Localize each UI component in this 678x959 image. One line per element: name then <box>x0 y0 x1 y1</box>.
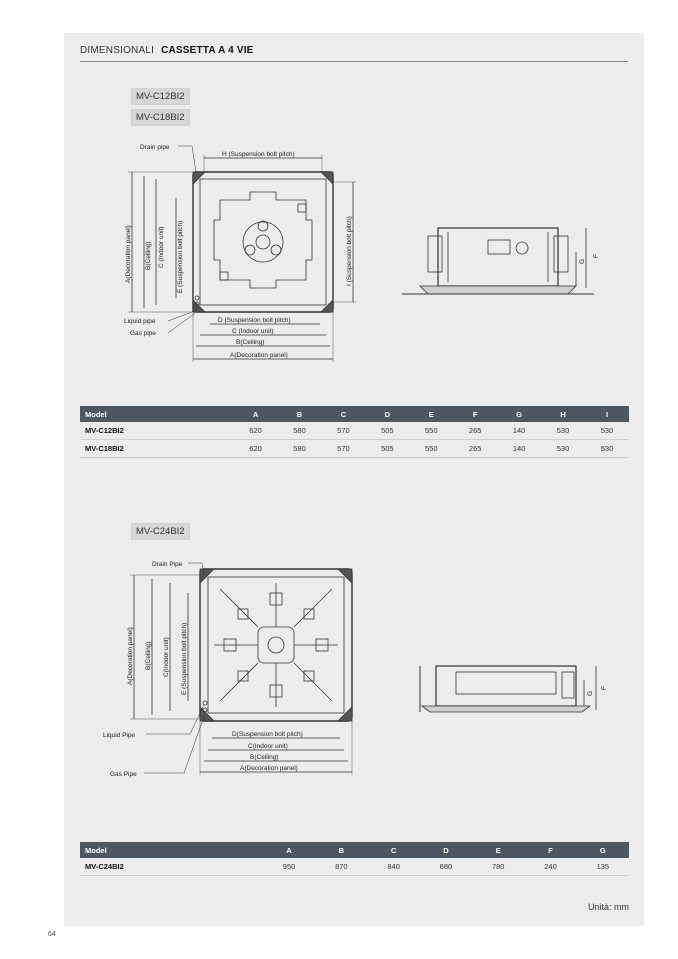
b-vertical-label-2: B(Ceiling) <box>145 641 152 670</box>
table-cell: 240 <box>524 858 576 876</box>
col-header: C <box>321 406 365 422</box>
drain-pipe-label: Drain pipe <box>140 144 170 151</box>
b-vertical-label: B(Ceiling) <box>145 241 152 270</box>
col-header: B <box>315 842 367 858</box>
table-cell: 530 <box>541 422 585 440</box>
table-cell: 780 <box>472 858 524 876</box>
table-cell: 530 <box>585 440 629 458</box>
table-row <box>80 858 629 876</box>
table-cell: 505 <box>365 440 409 458</box>
col-header: E <box>472 842 524 858</box>
table-cell: 140 <box>497 440 541 458</box>
table-cell: MV-C18BI2 <box>80 440 234 458</box>
table-cell: 265 <box>453 422 497 440</box>
col-header: D <box>365 406 409 422</box>
unit-note: Unità: mm <box>587 902 629 912</box>
d-horizontal-label-2: D(Suspension bolt pitch) <box>232 731 303 738</box>
model-tag-c12: MV-C12BI2 <box>131 88 190 105</box>
a-vertical-label: A(Decoration panel) <box>125 225 132 283</box>
a-horizontal-label: A(Decoration panel) <box>230 352 288 359</box>
c-horizontal-label: C (Indoor unit) <box>232 328 274 335</box>
table-cell: 680 <box>420 858 472 876</box>
model-tag-c24: MV-C24BI2 <box>131 523 190 540</box>
drain-pipe-label-2: Drain Pipe <box>152 561 183 568</box>
side-view-drawing-1 <box>398 218 608 300</box>
col-header: F <box>524 842 576 858</box>
table-cell: 620 <box>234 440 278 458</box>
table-cell: 550 <box>409 440 453 458</box>
gas-pipe-label-2: Gas Pipe <box>110 771 137 778</box>
c-horizontal-label-2: C(Indoor unit) <box>248 743 288 750</box>
col-header: C <box>367 842 419 858</box>
table-cell: MV-C24BI2 <box>80 858 263 876</box>
table-cell: 530 <box>541 440 585 458</box>
side-g-label: G <box>579 258 586 264</box>
header-divider <box>80 61 628 62</box>
e-vertical-label: E (Suspension bolt pitch) <box>177 220 184 293</box>
table-row <box>80 422 629 440</box>
page-title: CASSETTA A 4 VIE <box>161 45 254 56</box>
col-header: E <box>409 406 453 422</box>
table-cell: 505 <box>365 422 409 440</box>
model-tag-c18: MV-C18BI2 <box>131 109 190 126</box>
a-vertical-label-2: A(Decoration panel) <box>127 627 134 685</box>
table-cell: 550 <box>409 422 453 440</box>
table-header-row <box>80 842 629 858</box>
col-header: B <box>278 406 322 422</box>
table-cell: 840 <box>367 858 419 876</box>
liquid-pipe-label-2: Liquid Pipe <box>103 732 136 739</box>
table-cell: 135 <box>577 858 629 876</box>
e-vertical-label-2: E (Suspension bolt pitch) <box>181 622 188 695</box>
d-horizontal-label: D (Suspension bolt pitch) <box>218 317 291 324</box>
page-number: 64 <box>48 931 56 938</box>
table-cell: 530 <box>585 422 629 440</box>
side-f-label: F <box>593 254 600 258</box>
col-header: A <box>234 406 278 422</box>
top-view-drawing-2 <box>100 553 365 785</box>
gas-pipe-label: Gas pipe <box>130 330 157 337</box>
col-header: G <box>577 842 629 858</box>
side-view-drawing-2 <box>412 658 612 720</box>
col-header: H <box>541 406 585 422</box>
table-cell: 950 <box>263 858 315 876</box>
side-g-label-2: G <box>587 690 594 696</box>
col-header: A <box>263 842 315 858</box>
b-horizontal-label-2: B(Ceiling) <box>250 754 279 761</box>
table-cell: 570 <box>321 440 365 458</box>
col-header: F <box>453 406 497 422</box>
table-row <box>80 440 629 458</box>
table-cell: 140 <box>497 422 541 440</box>
table-cell: 580 <box>278 440 322 458</box>
col-header: Model <box>80 406 234 422</box>
col-header: G <box>497 406 541 422</box>
liquid-pipe-label: Liquid pipe <box>124 318 156 325</box>
c-vertical-label: C (Indoor unit) <box>158 226 165 268</box>
b-horizontal-label: B(Ceiling) <box>236 339 265 346</box>
page-header <box>80 45 628 56</box>
table-cell: 570 <box>321 422 365 440</box>
dimensions-table-1 <box>80 406 629 458</box>
top-view-drawing-1 <box>120 138 370 370</box>
col-header: I <box>585 406 629 422</box>
col-header: Model <box>80 842 263 858</box>
section-label: DIMENSIONALI <box>80 45 155 56</box>
table-cell: 265 <box>453 440 497 458</box>
table-cell: 870 <box>315 858 367 876</box>
i-vertical-label: I (Suspension bolt pitch) <box>346 216 353 286</box>
c-vertical-label-2: C(Indoor unit) <box>163 637 170 677</box>
a-horizontal-label-2: A(Decoration panel) <box>240 765 298 772</box>
table-header-row <box>80 406 629 422</box>
table-cell: MV-C12BI2 <box>80 422 234 440</box>
dimensions-table-2 <box>80 842 629 876</box>
col-header: D <box>420 842 472 858</box>
side-f-label-2: F <box>601 686 608 690</box>
h-dimension-label: H (Suspension bolt pitch) <box>222 151 295 158</box>
table-cell: 580 <box>278 422 322 440</box>
table-cell: 620 <box>234 422 278 440</box>
